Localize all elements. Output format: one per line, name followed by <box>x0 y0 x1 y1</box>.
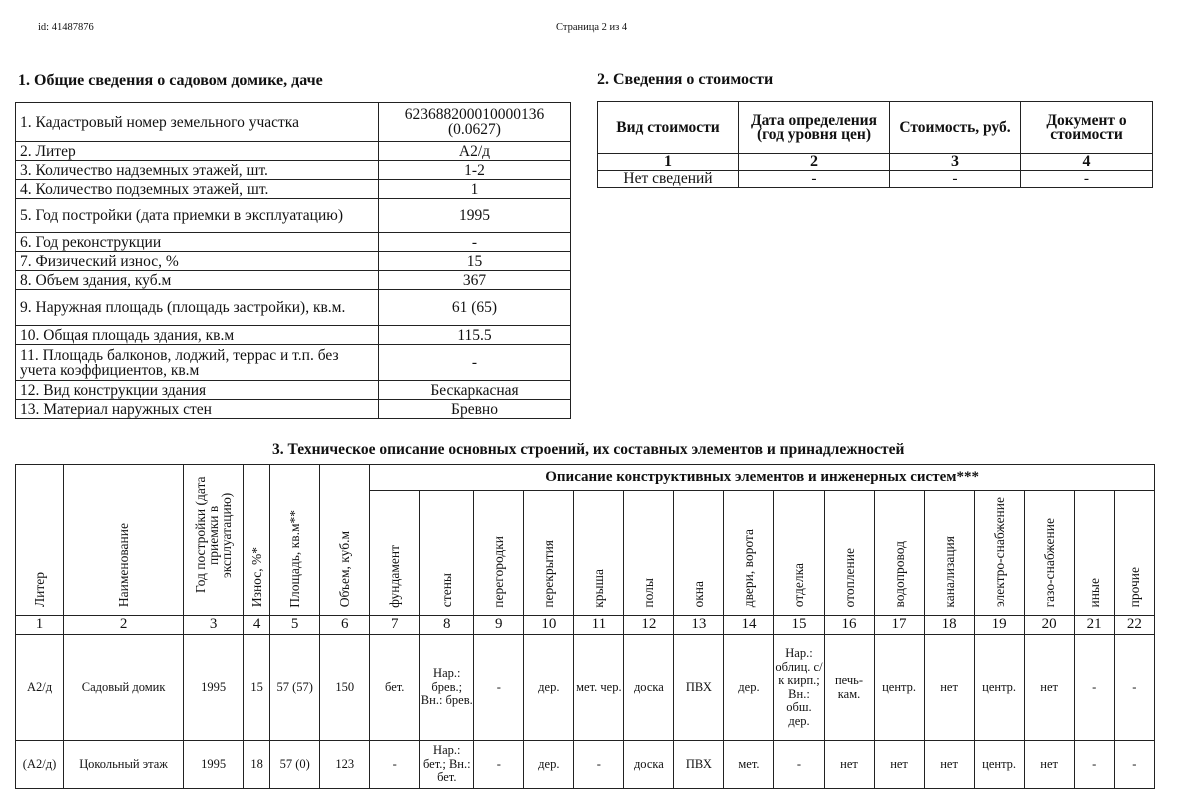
page-indicator: Страница 2 из 4 <box>556 22 628 33</box>
col-header-element: окна <box>674 491 724 616</box>
table-cell: 1995 <box>184 741 244 789</box>
info-value: 1 <box>379 180 571 199</box>
info-value: Бревно <box>379 400 571 419</box>
table-cell: 57 (57) <box>270 635 320 741</box>
table-cell: - <box>1114 741 1154 789</box>
info-value: 1-2 <box>379 161 571 180</box>
table-cell: дер. <box>524 635 574 741</box>
info-value: 1995 <box>379 199 571 233</box>
info-row <box>16 252 571 271</box>
info-value: А2/д <box>379 142 571 161</box>
col-header-element: фундамент <box>370 491 420 616</box>
col-header-element: отопление <box>824 491 874 616</box>
col-header-element: двери, ворота <box>724 491 774 616</box>
table-cell: Нар.: бет.; Вн.: бет. <box>420 741 474 789</box>
table-cell: 123 <box>320 741 370 789</box>
info-label: 9. Наружная площадь (площадь застройки), кв.м. <box>16 290 379 326</box>
col-number: 4 <box>244 616 270 635</box>
info-label: 1. Кадастровый номер земельного участка <box>16 103 379 142</box>
col-number: 6 <box>320 616 370 635</box>
cost-cell: - <box>1021 171 1153 188</box>
cost-table <box>597 101 1153 188</box>
col-number: 14 <box>724 616 774 635</box>
info-value: 61 (65) <box>379 290 571 326</box>
col-header-volume: Объем, куб.м <box>320 465 370 616</box>
info-row <box>16 326 571 345</box>
table-row <box>16 741 1155 789</box>
col-header-element: перекрытия <box>524 491 574 616</box>
table-cell: печь-кам. <box>824 635 874 741</box>
info-value: Бескаркасная <box>379 381 571 400</box>
section3-title: 3. Техническое описание основных строений, их составных элементов и принадлежностей <box>272 441 905 458</box>
col-number: 8 <box>420 616 474 635</box>
cost-cell: Нет сведений <box>598 171 739 188</box>
cost-col-number: 1 <box>598 154 739 171</box>
table-cell: доска <box>624 741 674 789</box>
info-label: 8. Объем здания, куб.м <box>16 271 379 290</box>
info-row <box>16 400 571 419</box>
col-header-element: канализация <box>924 491 974 616</box>
table-cell: центр. <box>874 635 924 741</box>
col-number: 20 <box>1024 616 1074 635</box>
col-number: 22 <box>1114 616 1154 635</box>
col-number: 13 <box>674 616 724 635</box>
table-cell: нет <box>1024 635 1074 741</box>
col-number: 3 <box>184 616 244 635</box>
info-label: 6. Год реконструкции <box>16 233 379 252</box>
col-header-element: прочие <box>1114 491 1154 616</box>
col-header-element: электро-снабжение <box>974 491 1024 616</box>
col-header-liter: Литер <box>16 465 64 616</box>
table-cell: Садовый домик <box>64 635 184 741</box>
col-number: 7 <box>370 616 420 635</box>
info-row <box>16 271 571 290</box>
info-label: 11. Площадь балконов, лоджий, террас и т.п. без учета коэффициентов, кв.м <box>16 345 379 381</box>
table-cell: - <box>1074 635 1114 741</box>
col-header-year: Год постройки (дата приемки в эксплуатацию) <box>184 465 244 616</box>
table-cell: нет <box>824 741 874 789</box>
table-cell: доска <box>624 635 674 741</box>
col-number: 17 <box>874 616 924 635</box>
table-cell: 1995 <box>184 635 244 741</box>
info-label: 13. Материал наружных стен <box>16 400 379 419</box>
info-row <box>16 290 571 326</box>
col-header-element: стены <box>420 491 474 616</box>
info-label: 5. Год постройки (дата приемки в эксплуатацию) <box>16 199 379 233</box>
info-row <box>16 233 571 252</box>
info-value: 623688200010000136 (0.0627) <box>379 103 571 142</box>
col-header-element: перегородки <box>474 491 524 616</box>
cost-header: Документ о стоимости <box>1021 102 1153 154</box>
cost-col-number: 4 <box>1021 154 1153 171</box>
info-value: 15 <box>379 252 571 271</box>
table-cell: - <box>574 741 624 789</box>
table-cell: мет. чер. <box>574 635 624 741</box>
table-cell: - <box>474 741 524 789</box>
cost-header: Вид стоимости <box>598 102 739 154</box>
section2-title: 2. Сведения о стоимости <box>597 71 774 88</box>
table-cell: ПВХ <box>674 635 724 741</box>
cost-col-number: 2 <box>739 154 890 171</box>
cost-col-number: 3 <box>890 154 1021 171</box>
col-header-element: крыша <box>574 491 624 616</box>
technical-description-table <box>15 464 1155 789</box>
table-cell: 150 <box>320 635 370 741</box>
table-cell: Нар.: брев.; Вн.: брев. <box>420 635 474 741</box>
col-number: 16 <box>824 616 874 635</box>
info-value: - <box>379 345 571 381</box>
info-value: - <box>379 233 571 252</box>
col-number: 9 <box>474 616 524 635</box>
cost-header: Стоимость, руб. <box>890 102 1021 154</box>
table-row <box>16 635 1155 741</box>
col-number: 12 <box>624 616 674 635</box>
col-number: 10 <box>524 616 574 635</box>
table-cell: дер. <box>724 635 774 741</box>
col-header-wear: Износ, %* <box>244 465 270 616</box>
info-row <box>16 161 571 180</box>
info-row <box>16 199 571 233</box>
table-cell: Нар.: облиц. с/к кирп.; Вн.: обш. дер. <box>774 635 824 741</box>
info-row <box>16 180 571 199</box>
table-cell: нет <box>1024 741 1074 789</box>
info-row <box>16 381 571 400</box>
table-cell: центр. <box>974 741 1024 789</box>
col-number: 1 <box>16 616 64 635</box>
cost-cell: - <box>739 171 890 188</box>
info-label: 3. Количество надземных этажей, шт. <box>16 161 379 180</box>
info-row <box>16 103 571 142</box>
cost-cell: - <box>890 171 1021 188</box>
col-number: 11 <box>574 616 624 635</box>
col-number: 19 <box>974 616 1024 635</box>
col-number: 5 <box>270 616 320 635</box>
col-number: 15 <box>774 616 824 635</box>
info-value: 367 <box>379 271 571 290</box>
col-number: 2 <box>64 616 184 635</box>
table-cell: - <box>1114 635 1154 741</box>
info-label: 10. Общая площадь здания, кв.м <box>16 326 379 345</box>
col-header-element: отделка <box>774 491 824 616</box>
info-label: 12. Вид конструкции здания <box>16 381 379 400</box>
cost-header: Дата определения (год уровня цен) <box>739 102 890 154</box>
table-cell: - <box>774 741 824 789</box>
table-cell: 57 (0) <box>270 741 320 789</box>
col-header-element: полы <box>624 491 674 616</box>
general-info-table <box>15 102 571 419</box>
table-cell: ПВХ <box>674 741 724 789</box>
info-label: 2. Литер <box>16 142 379 161</box>
table-cell: - <box>1074 741 1114 789</box>
table-cell: А2/д <box>16 635 64 741</box>
table-cell: (А2/д) <box>16 741 64 789</box>
col-number: 21 <box>1074 616 1114 635</box>
col-header-element: водопровод <box>874 491 924 616</box>
table-cell: 18 <box>244 741 270 789</box>
info-row <box>16 345 571 381</box>
table-cell: центр. <box>974 635 1024 741</box>
table-cell: дер. <box>524 741 574 789</box>
info-value: 115.5 <box>379 326 571 345</box>
document-id: id: 41487876 <box>38 22 94 33</box>
col-header-name: Наименование <box>64 465 184 616</box>
table-cell: - <box>370 741 420 789</box>
col-header-area: Площадь, кв.м** <box>270 465 320 616</box>
table-cell: - <box>474 635 524 741</box>
table-cell: нет <box>874 741 924 789</box>
table-cell: мет. <box>724 741 774 789</box>
table-cell: 15 <box>244 635 270 741</box>
info-label: 4. Количество подземных этажей, шт. <box>16 180 379 199</box>
table-cell: бет. <box>370 635 420 741</box>
col-header-element: газо-снабжение <box>1024 491 1074 616</box>
col-number: 18 <box>924 616 974 635</box>
table-cell: нет <box>924 741 974 789</box>
col-header-element: иные <box>1074 491 1114 616</box>
section1-title: 1. Общие сведения о садовом домике, даче <box>18 72 323 89</box>
info-row <box>16 142 571 161</box>
info-label: 7. Физический износ, % <box>16 252 379 271</box>
table-cell: нет <box>924 635 974 741</box>
table-cell: Цокольный этаж <box>64 741 184 789</box>
group-header: Описание конструктивных элементов и инженерных систем*** <box>370 465 1155 491</box>
